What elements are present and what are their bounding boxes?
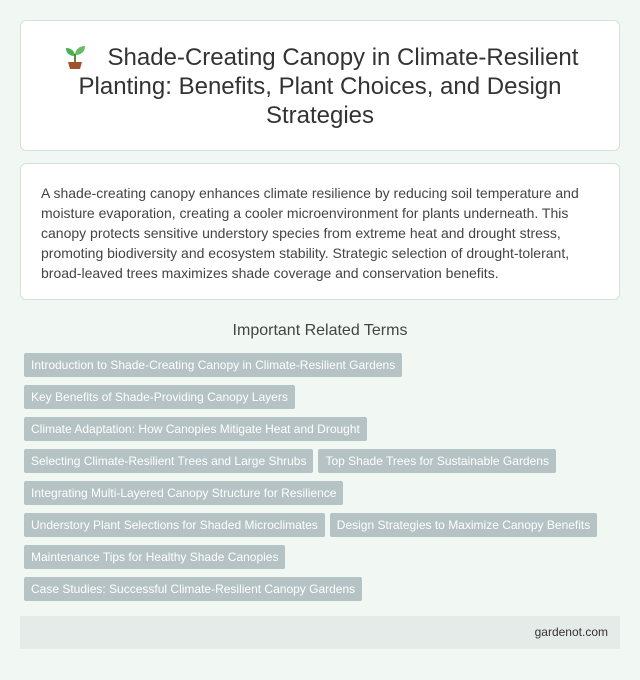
tag-row — [24, 513, 624, 545]
related-term-tag[interactable]: Introduction to Shade-Creating Canopy in Climate-Resilient Gardens — [24, 353, 402, 377]
related-term-tag[interactable]: Case Studies: Successful Climate-Resilient Canopy Gardens — [24, 577, 362, 601]
related-terms-heading: Important Related Terms — [232, 322, 408, 339]
related-term-tag[interactable]: Maintenance Tips for Healthy Shade Canopies — [24, 545, 285, 569]
title-card — [20, 20, 620, 151]
tag-row — [24, 353, 624, 385]
related-term-tag[interactable]: Key Benefits of Shade-Providing Canopy Layers — [24, 385, 295, 409]
sprout-icon — [62, 43, 88, 69]
related-terms-list — [24, 353, 624, 609]
page-title — [45, 43, 595, 130]
related-term-tag[interactable]: Design Strategies to Maximize Canopy Benefits — [330, 513, 597, 537]
summary-text: A shade-creating canopy enhances climate resilience by reducing soil temperature and moisture evaporation, creating a cooler microenvironment for plants underneath. This canopy protects sensitive understory species from extreme heat and drought stress, promoting biodiversity and ecosystem stability. Strategic selection of drought-tolerant, broad-leaved trees maximizes shade coverage and conservation benefits. — [41, 185, 579, 281]
tag-row — [24, 449, 624, 481]
tag-row — [24, 577, 624, 609]
summary-card — [20, 163, 620, 300]
footer-site-link[interactable]: gardenot.com — [534, 625, 608, 639]
tag-row — [24, 385, 624, 417]
related-term-tag[interactable]: Climate Adaptation: How Canopies Mitigate Heat and Drought — [24, 417, 367, 441]
related-term-tag[interactable]: Integrating Multi-Layered Canopy Structure for Resilience — [24, 481, 343, 505]
related-term-tag[interactable]: Selecting Climate-Resilient Trees and Large Shrubs — [24, 449, 313, 473]
footer — [20, 616, 620, 649]
related-term-tag[interactable]: Top Shade Trees for Sustainable Gardens — [318, 449, 555, 473]
tag-row — [24, 417, 624, 449]
related-term-tag[interactable]: Understory Plant Selections for Shaded Microclimates — [24, 513, 325, 537]
tag-row — [24, 545, 624, 577]
tag-row — [24, 481, 624, 513]
page-title-text: Shade-Creating Canopy in Climate-Resilient Planting: Benefits, Plant Choices, and Design Strategies — [78, 44, 579, 129]
